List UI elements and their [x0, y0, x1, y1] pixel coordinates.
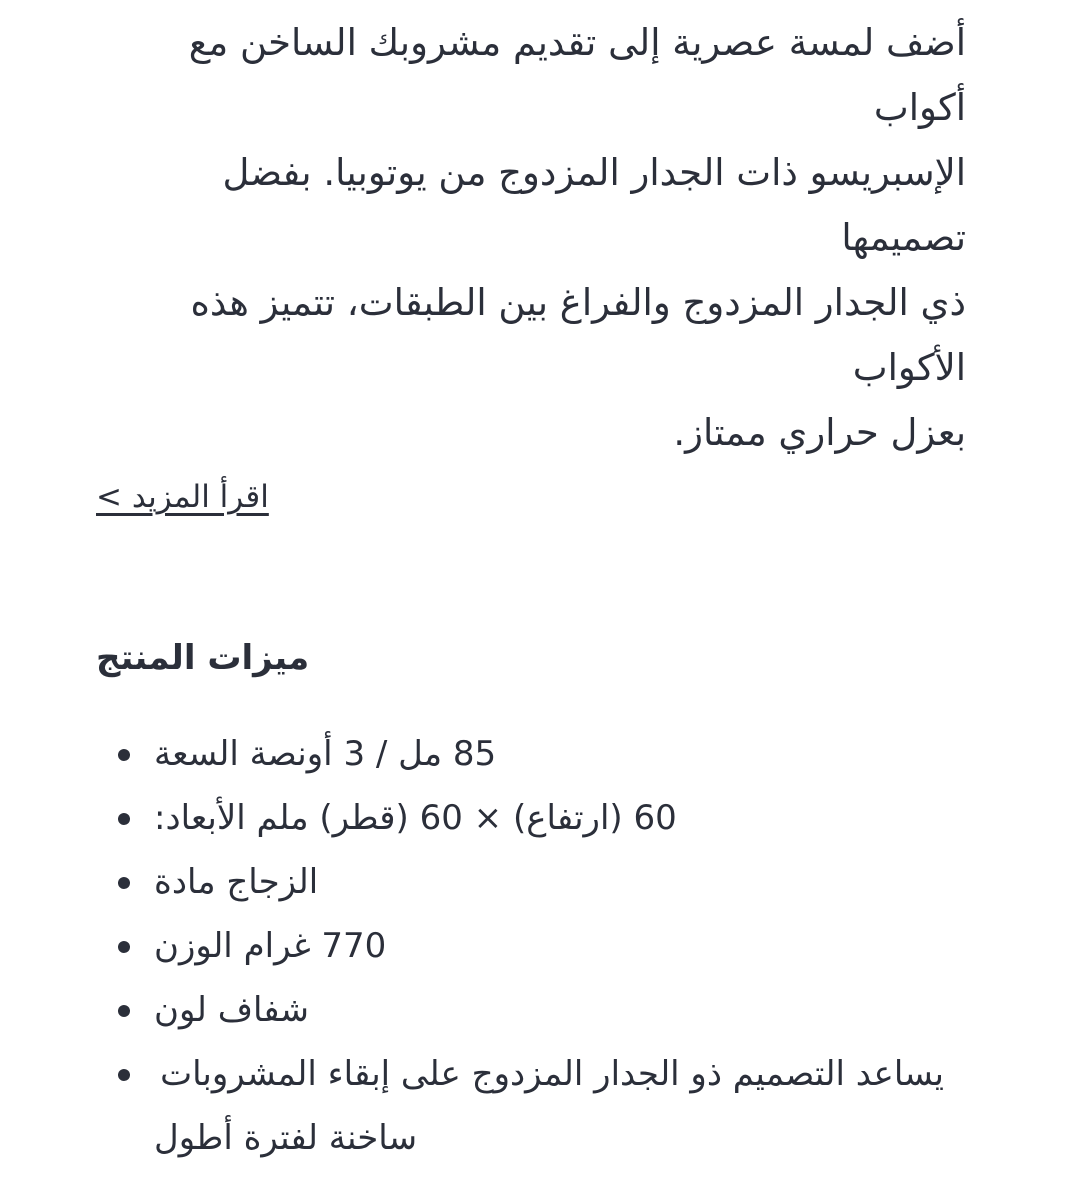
- feature-text: الزجاج مادة: [154, 862, 319, 902]
- feature-text-line: ساخنة لفترة أطول: [154, 1118, 418, 1158]
- feature-text: [154, 1042, 944, 1170]
- bullet-icon: [118, 877, 130, 889]
- description-line: الإسبريسو ذات الجدار المزدوج من يوتوبيا. بفضل تصميمها: [222, 151, 966, 259]
- feature-item-weight: [96, 914, 966, 978]
- feature-text: 60 (ارتفاع) × 60 (قطر) ملم الأبعاد:: [154, 798, 677, 838]
- feature-item-insulation: [96, 1042, 966, 1172]
- feature-text: 85 مل / 3 أونصة السعة: [154, 734, 497, 774]
- features-heading: [96, 628, 966, 688]
- description-line: ذي الجدار المزدوج والفراغ بين الطبقات، تتميز هذه الأكواب: [190, 281, 966, 389]
- feature-item-dimensions: [96, 786, 966, 850]
- product-description: [96, 10, 966, 465]
- feature-item-color: [96, 978, 966, 1042]
- product-details-page: [96, 10, 966, 1158]
- bullet-icon: [118, 1069, 130, 1081]
- description-line: بعزل حراري ممتاز.: [673, 411, 966, 454]
- read-more-row: [96, 472, 966, 522]
- read-more-link[interactable]: اقرأ المزيد >: [96, 479, 269, 515]
- features-list: [96, 722, 966, 1172]
- feature-item-material: [96, 850, 966, 914]
- bullet-icon: [118, 813, 130, 825]
- bullet-icon: [118, 749, 130, 761]
- feature-text: 770 غرام الوزن: [154, 926, 387, 966]
- bullet-icon: [118, 941, 130, 953]
- bullet-icon: [118, 1005, 130, 1017]
- feature-text: شفاف لون: [154, 990, 309, 1030]
- feature-text-line: يساعد التصميم ذو الجدار المزدوج على إبقاء المشروبات: [160, 1054, 944, 1094]
- features-heading-text: ميزات المنتج: [96, 638, 310, 678]
- feature-item-capacity: [96, 722, 966, 786]
- description-line: أضف لمسة عصرية إلى تقديم مشروبك الساخن مع أكواب: [188, 21, 966, 129]
